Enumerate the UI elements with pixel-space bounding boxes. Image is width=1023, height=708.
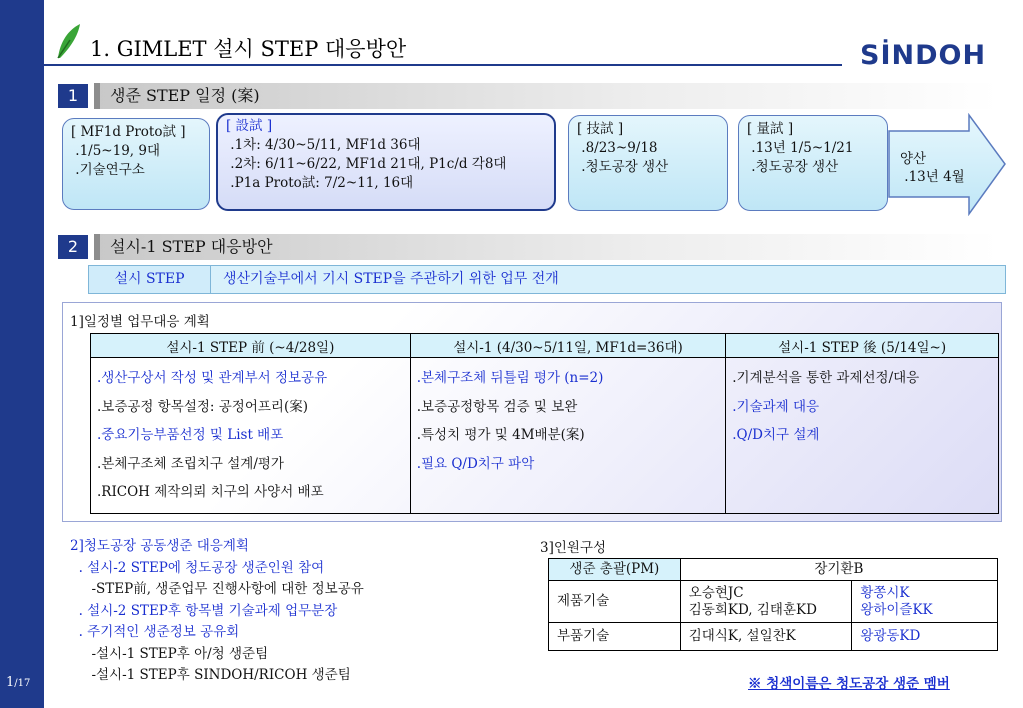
schedule-mass-line: .13년 4월 [900, 169, 965, 185]
schedule-mass-line: 양산 [900, 151, 927, 167]
plan-table [90, 333, 999, 514]
schedule-setsi-line: .P1a Proto試: 7/2~11, 16대 [226, 175, 414, 191]
joint-plan-line: -STEP前, 생준업무 진행사항에 대한 정보공유 [70, 581, 364, 597]
schedule-ryangsi-line: [ 量試 ] [747, 121, 794, 137]
plan-item: .기계분석을 통한 과제선정/대응 [732, 370, 920, 386]
leaf-icon [56, 22, 82, 60]
step-label: 설시 STEP [89, 266, 211, 293]
schedule-setsi-line: [ 設試 ] [226, 118, 273, 134]
plan-header: 설시-1 STEP 後 (5/14일~) [726, 334, 999, 358]
page-title: 1. GIMLET 설시 STEP 대응방안 [90, 37, 407, 61]
staff-row [549, 581, 998, 623]
plan-cell-during [410, 358, 726, 514]
step-text: 생산기술부에서 기시 STEP을 주관하기 위한 업무 전개 [223, 271, 559, 287]
plan-header: 설시-1 STEP 前 (~4/28일) [91, 334, 411, 358]
joint-plan-line: . 설시-2 STEP후 항목별 기술과제 업무분장 [70, 602, 338, 619]
staff-row [549, 559, 998, 581]
staff-r2-a: 김대식K, 설일찬K [680, 623, 852, 651]
staff-name: 황쫑시K [860, 584, 910, 601]
staff-table [548, 558, 998, 651]
schedule-proto-line: .1/5~19, 9대 [71, 143, 161, 159]
staff-r1-a [680, 581, 852, 623]
page-number: 1/17 [6, 675, 31, 690]
blue-name-note: ※ 청색이름은 청도공장 생준 멤버 [748, 676, 950, 692]
plan-item: .기술과제 대응 [732, 398, 820, 415]
plan-header-row [91, 334, 999, 358]
schedule-mass [900, 150, 965, 186]
schedule-setsi-line: .2차: 6/11~6/22, MF1d 21대, P1c/d 각8대 [226, 156, 507, 172]
plan-item: .보증공정 항목설정: 공정어프리(案) [97, 398, 308, 415]
staff-name: 왕하이즐KK [860, 601, 933, 618]
sindoh-logo: SİNDOH [860, 40, 987, 71]
plan-item: .필요 Q/D치구 파악 [416, 455, 535, 472]
staff-pm-value: 장기환B [680, 559, 997, 581]
schedule-ryangsi-line: .13년 1/5~1/21 [747, 140, 854, 156]
staff-r2-label: 부품기술 [549, 623, 681, 651]
schedule-proto-line: [ MF1d Proto試 ] [71, 124, 186, 140]
staff-name: 김동희KD, 김태훈KD [688, 601, 817, 618]
staff-name: 오승현JC [688, 584, 744, 601]
staff-r1-label: 제품기술 [549, 581, 681, 623]
plan-item: .특성치 평가 및 4M배분(案) [416, 427, 585, 443]
section2-number: 2 [58, 235, 88, 259]
staff-r1-b [852, 581, 998, 623]
schedule-setsi-line: .1차: 4/30~5/11, MF1d 36대 [226, 137, 421, 153]
title-divider [44, 64, 842, 66]
schedule-ryangsi [738, 115, 888, 211]
plan-item: .본체구조체 조립치구 설계/평가 [97, 455, 284, 472]
schedule-ryangsi-line: .청도공장 생산 [747, 159, 839, 175]
left-sidebar [0, 0, 44, 708]
plan-cell-after [726, 358, 999, 514]
schedule-gisi [568, 115, 728, 211]
plan-title: 1]일정별 업무대응 계획 [70, 314, 210, 330]
section2-title: 설시-1 STEP 대응방안 [94, 234, 998, 260]
joint-plan-line: -설시-1 STEP후 SINDOH/RICOH 생준팀 [70, 667, 351, 683]
plan-header: 설시-1 (4/30~5/11일, MF1d=36대) [410, 334, 726, 358]
joint-plan [70, 536, 364, 687]
schedule-proto-line: .기술연구소 [71, 162, 145, 178]
schedule-gisi-line: .8/23~9/18 [577, 140, 658, 156]
staff-pm-label: 생준 총괄(PM) [549, 559, 681, 581]
plan-item: .보증공정항목 검증 및 보완 [416, 398, 578, 415]
joint-plan-line: 2]청도공장 공동생준 대응계획 [70, 538, 249, 554]
plan-item: .생산구상서 작성 및 관계부서 정보공유 [97, 370, 328, 386]
joint-plan-line: -설시-1 STEP후 아/청 생준팀 [70, 645, 269, 662]
section1-title: 생준 STEP 일정 (案) [94, 83, 998, 109]
plan-item: .본체구조체 뒤틀림 평가 (n=2) [416, 370, 604, 386]
plan-cell-before [91, 358, 411, 514]
joint-plan-line: . 설시-2 STEP에 청도공장 생준인원 참여 [70, 559, 325, 576]
plan-body-row [91, 358, 999, 514]
plan-item: .중요기능부품선정 및 List 배포 [97, 427, 284, 443]
staff-row [549, 623, 998, 651]
step-row [88, 265, 1006, 294]
schedule-proto [62, 118, 210, 210]
schedule-gisi-line: .청도공장 생산 [577, 159, 669, 175]
schedule-setsi [216, 113, 556, 211]
joint-plan-line: . 주기적인 생준정보 공유회 [70, 624, 240, 640]
staff-r2-b: 왕광동KD [852, 623, 998, 651]
staff-title: 3]인원구성 [540, 540, 607, 556]
section1-number: 1 [58, 84, 88, 108]
plan-item: .RICOH 제작의뢰 치구의 사양서 배포 [97, 484, 324, 500]
schedule-gisi-line: [ 技試 ] [577, 121, 624, 137]
plan-item: .Q/D치구 설계 [732, 427, 820, 443]
